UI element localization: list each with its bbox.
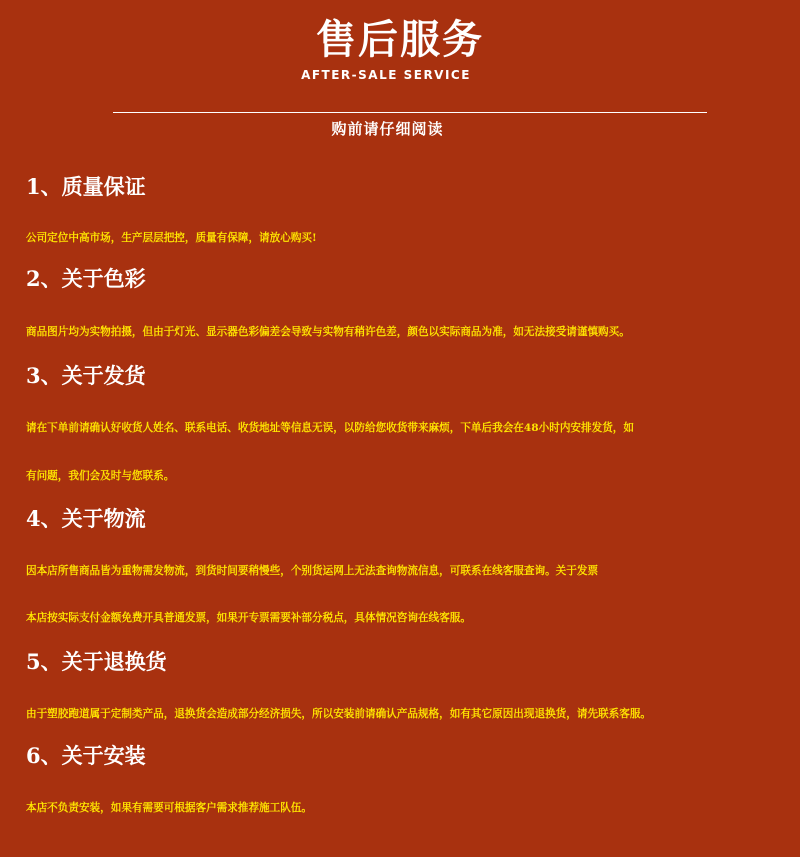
divider xyxy=(113,112,707,113)
section-heading-shipping: 3、关于发货 xyxy=(26,363,146,388)
section-heading-color: 2、关于色彩 xyxy=(26,266,146,291)
section-heading-quality: 1、质量保证 xyxy=(26,174,146,199)
section-text-quality: 公司定位中高市场，生产层层把控，质量有保障，请放心购买! xyxy=(26,232,317,244)
section-text-shipping-line2: 有问题，我们会及时与您联系。 xyxy=(26,470,175,482)
section-text-returns: 由于塑胶跑道属于定制类产品，退换货会造成部分经济损失，所以安装前请确认产品规格，如有其它原因出现退换货，请先联系客服。 xyxy=(26,708,652,720)
section-text-logistics-line2: 本店按实际支付金额免费开具普通发票，如果开专票需要补部分税点，具体情况咨询在线客服。 xyxy=(26,612,471,624)
section-text-installation: 本店不负责安装，如果有需要可根据客户需求推荐施工队伍。 xyxy=(26,802,313,814)
section-text-logistics-line1: 因本店所售商品皆为重物需发物流，到货时间要稍慢些，个别货运网上无法查询物流信息，可联系在线客服查询。关于发票 xyxy=(26,565,599,577)
section-heading-logistics: 4、关于物流 xyxy=(26,506,146,531)
page-title: 售后服务 xyxy=(316,17,484,63)
read-before-purchase-caption: 购前请仔细阅读 xyxy=(331,120,444,138)
page-subtitle: AFTER-SALE SERVICE xyxy=(301,68,471,82)
section-text-color: 商品图片均为实物拍摄，但由于灯光、显示器色彩偏差会导致与实物有稍许色差，颜色以实际商品为准，如无法接受请谨慎购买。 xyxy=(26,326,630,338)
section-heading-returns: 5、关于退换货 xyxy=(26,649,167,674)
section-heading-installation: 6、关于安装 xyxy=(26,743,146,768)
section-text-shipping-line1: 请在下单前请确认好收货人姓名、联系电话、收货地址等信息无误，以防给您收货带来麻烦，下单后我会在48小时内安排发货，如 xyxy=(26,422,634,434)
